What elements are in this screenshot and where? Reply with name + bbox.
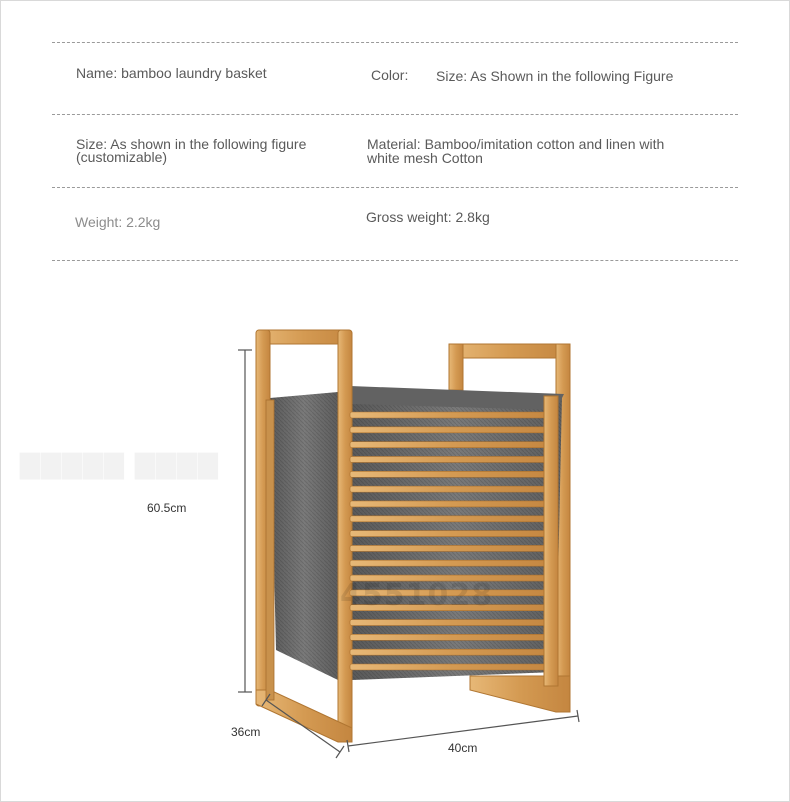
- bamboo-slat: [350, 545, 556, 551]
- watermark-text: 4551028: [340, 578, 494, 613]
- front-right-post: [544, 396, 558, 686]
- bamboo-slat: [350, 531, 556, 537]
- depth-dimension-label: 36cm: [231, 725, 261, 739]
- bamboo-slat: [350, 456, 556, 462]
- spec-name: Name: bamboo laundry basket: [76, 65, 267, 81]
- width-dimension-label: 40cm: [448, 741, 478, 755]
- bamboo-slat: [350, 634, 556, 640]
- spec-size-note: (customizable): [76, 149, 168, 165]
- spec-size: Size: As shown in the following figure: [76, 136, 307, 152]
- bamboo-slat: [350, 486, 556, 492]
- height-dimension-label: 60.5cm: [147, 501, 187, 515]
- bamboo-slat: [350, 560, 556, 566]
- bamboo-slat: [350, 471, 556, 477]
- bamboo-slat: [350, 427, 556, 433]
- bamboo-slat: [350, 442, 556, 448]
- bamboo-slat: [350, 620, 556, 626]
- bamboo-slat: [350, 516, 556, 522]
- bamboo-slat: [350, 649, 556, 655]
- spec-gross-weight: Gross weight: 2.8kg: [366, 209, 490, 225]
- spec-color-size: Size: As Shown in the following Figure: [436, 68, 674, 84]
- background-watermark: ▇▇▇▇▇ ▇▇▇▇: [20, 450, 220, 480]
- spec-color: Color:: [371, 67, 409, 83]
- bamboo-slat: [350, 664, 556, 670]
- spec-material-line1: Material: Bamboo/imitation cotton and linen with: [367, 136, 665, 152]
- spec-material-line2: white mesh Cotton: [367, 150, 483, 166]
- spec-weight: Weight: 2.2kg: [75, 214, 161, 230]
- bamboo-slat: [350, 501, 556, 507]
- bamboo-slat: [350, 412, 556, 418]
